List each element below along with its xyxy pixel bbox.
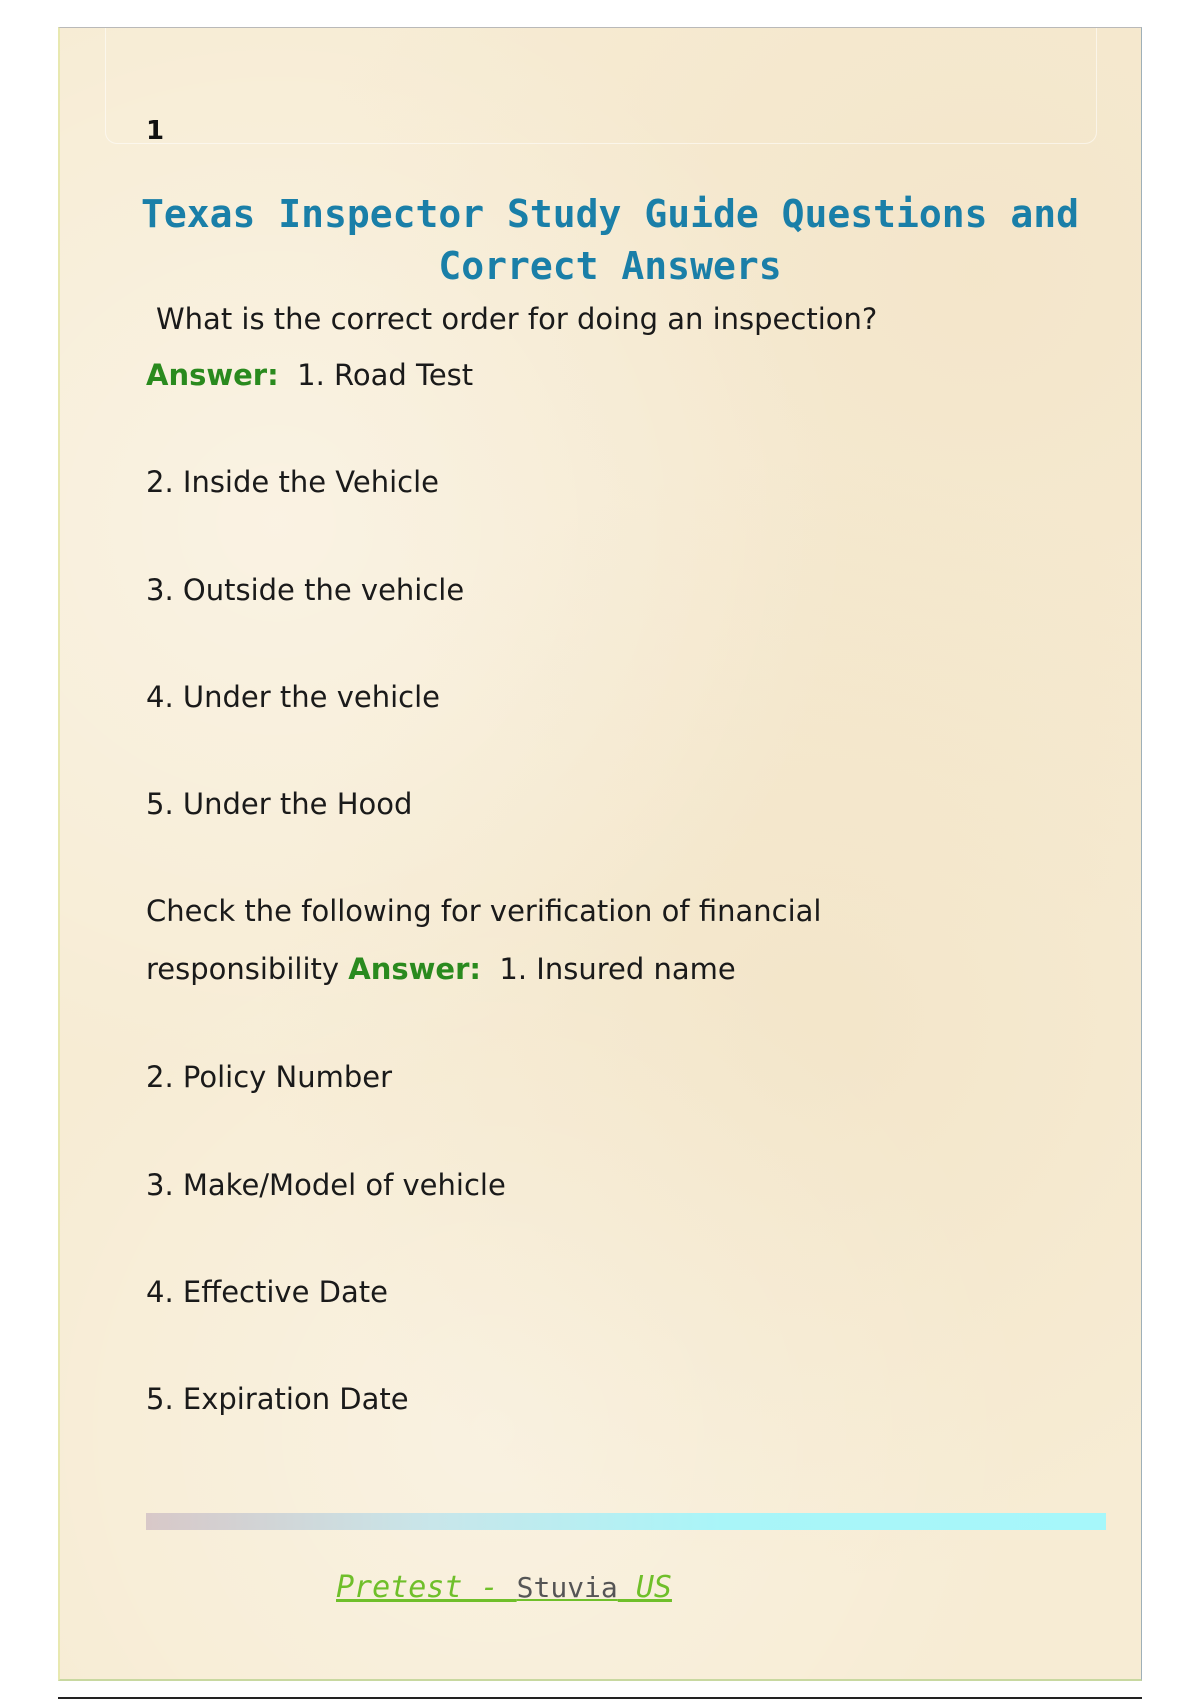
answer-label: Answer: — [146, 358, 279, 392]
answer-1-line — [146, 358, 473, 392]
answer-label: Answer: — [348, 952, 481, 986]
footer-us[interactable]: US — [617, 1570, 672, 1605]
footer-pretest[interactable]: Pretest - — [336, 1570, 517, 1605]
answer-item: 2. Policy Number — [146, 1060, 393, 1094]
answer-item: 1. Road Test — [297, 358, 474, 392]
answer-item: 3. Outside the vehicle — [146, 573, 465, 607]
answer-item: 3. Make/Model of vehicle — [146, 1168, 506, 1202]
footer-divider — [146, 1513, 1106, 1530]
document-title: Texas Inspector Study Guide Questions and Correct Answers — [141, 192, 1079, 288]
document-page — [58, 27, 1142, 1681]
question-2-continuation: responsibility — [146, 952, 340, 986]
footer-link[interactable] — [336, 1570, 672, 1605]
question-2-line-2 — [146, 952, 736, 986]
answer-item: 5. Under the Hood — [146, 787, 413, 821]
footer-stuvia[interactable]: Stuvia — [516, 1571, 618, 1604]
answer-item: 2. Inside the Vehicle — [146, 465, 439, 499]
answer-item: 4. Effective Date — [146, 1275, 388, 1309]
bottom-rule — [58, 1697, 1142, 1699]
question-1: What is the correct order for doing an inspection? — [156, 302, 878, 336]
answer-item: 4. Under the vehicle — [146, 680, 440, 714]
answer-item: 1. Insured name — [499, 952, 736, 986]
page-number: 1 — [146, 116, 165, 146]
answer-item: 5. Expiration Date — [146, 1382, 409, 1416]
question-2-line-1: Check the following for verification of financial — [146, 894, 822, 928]
header-frame — [105, 28, 1097, 144]
